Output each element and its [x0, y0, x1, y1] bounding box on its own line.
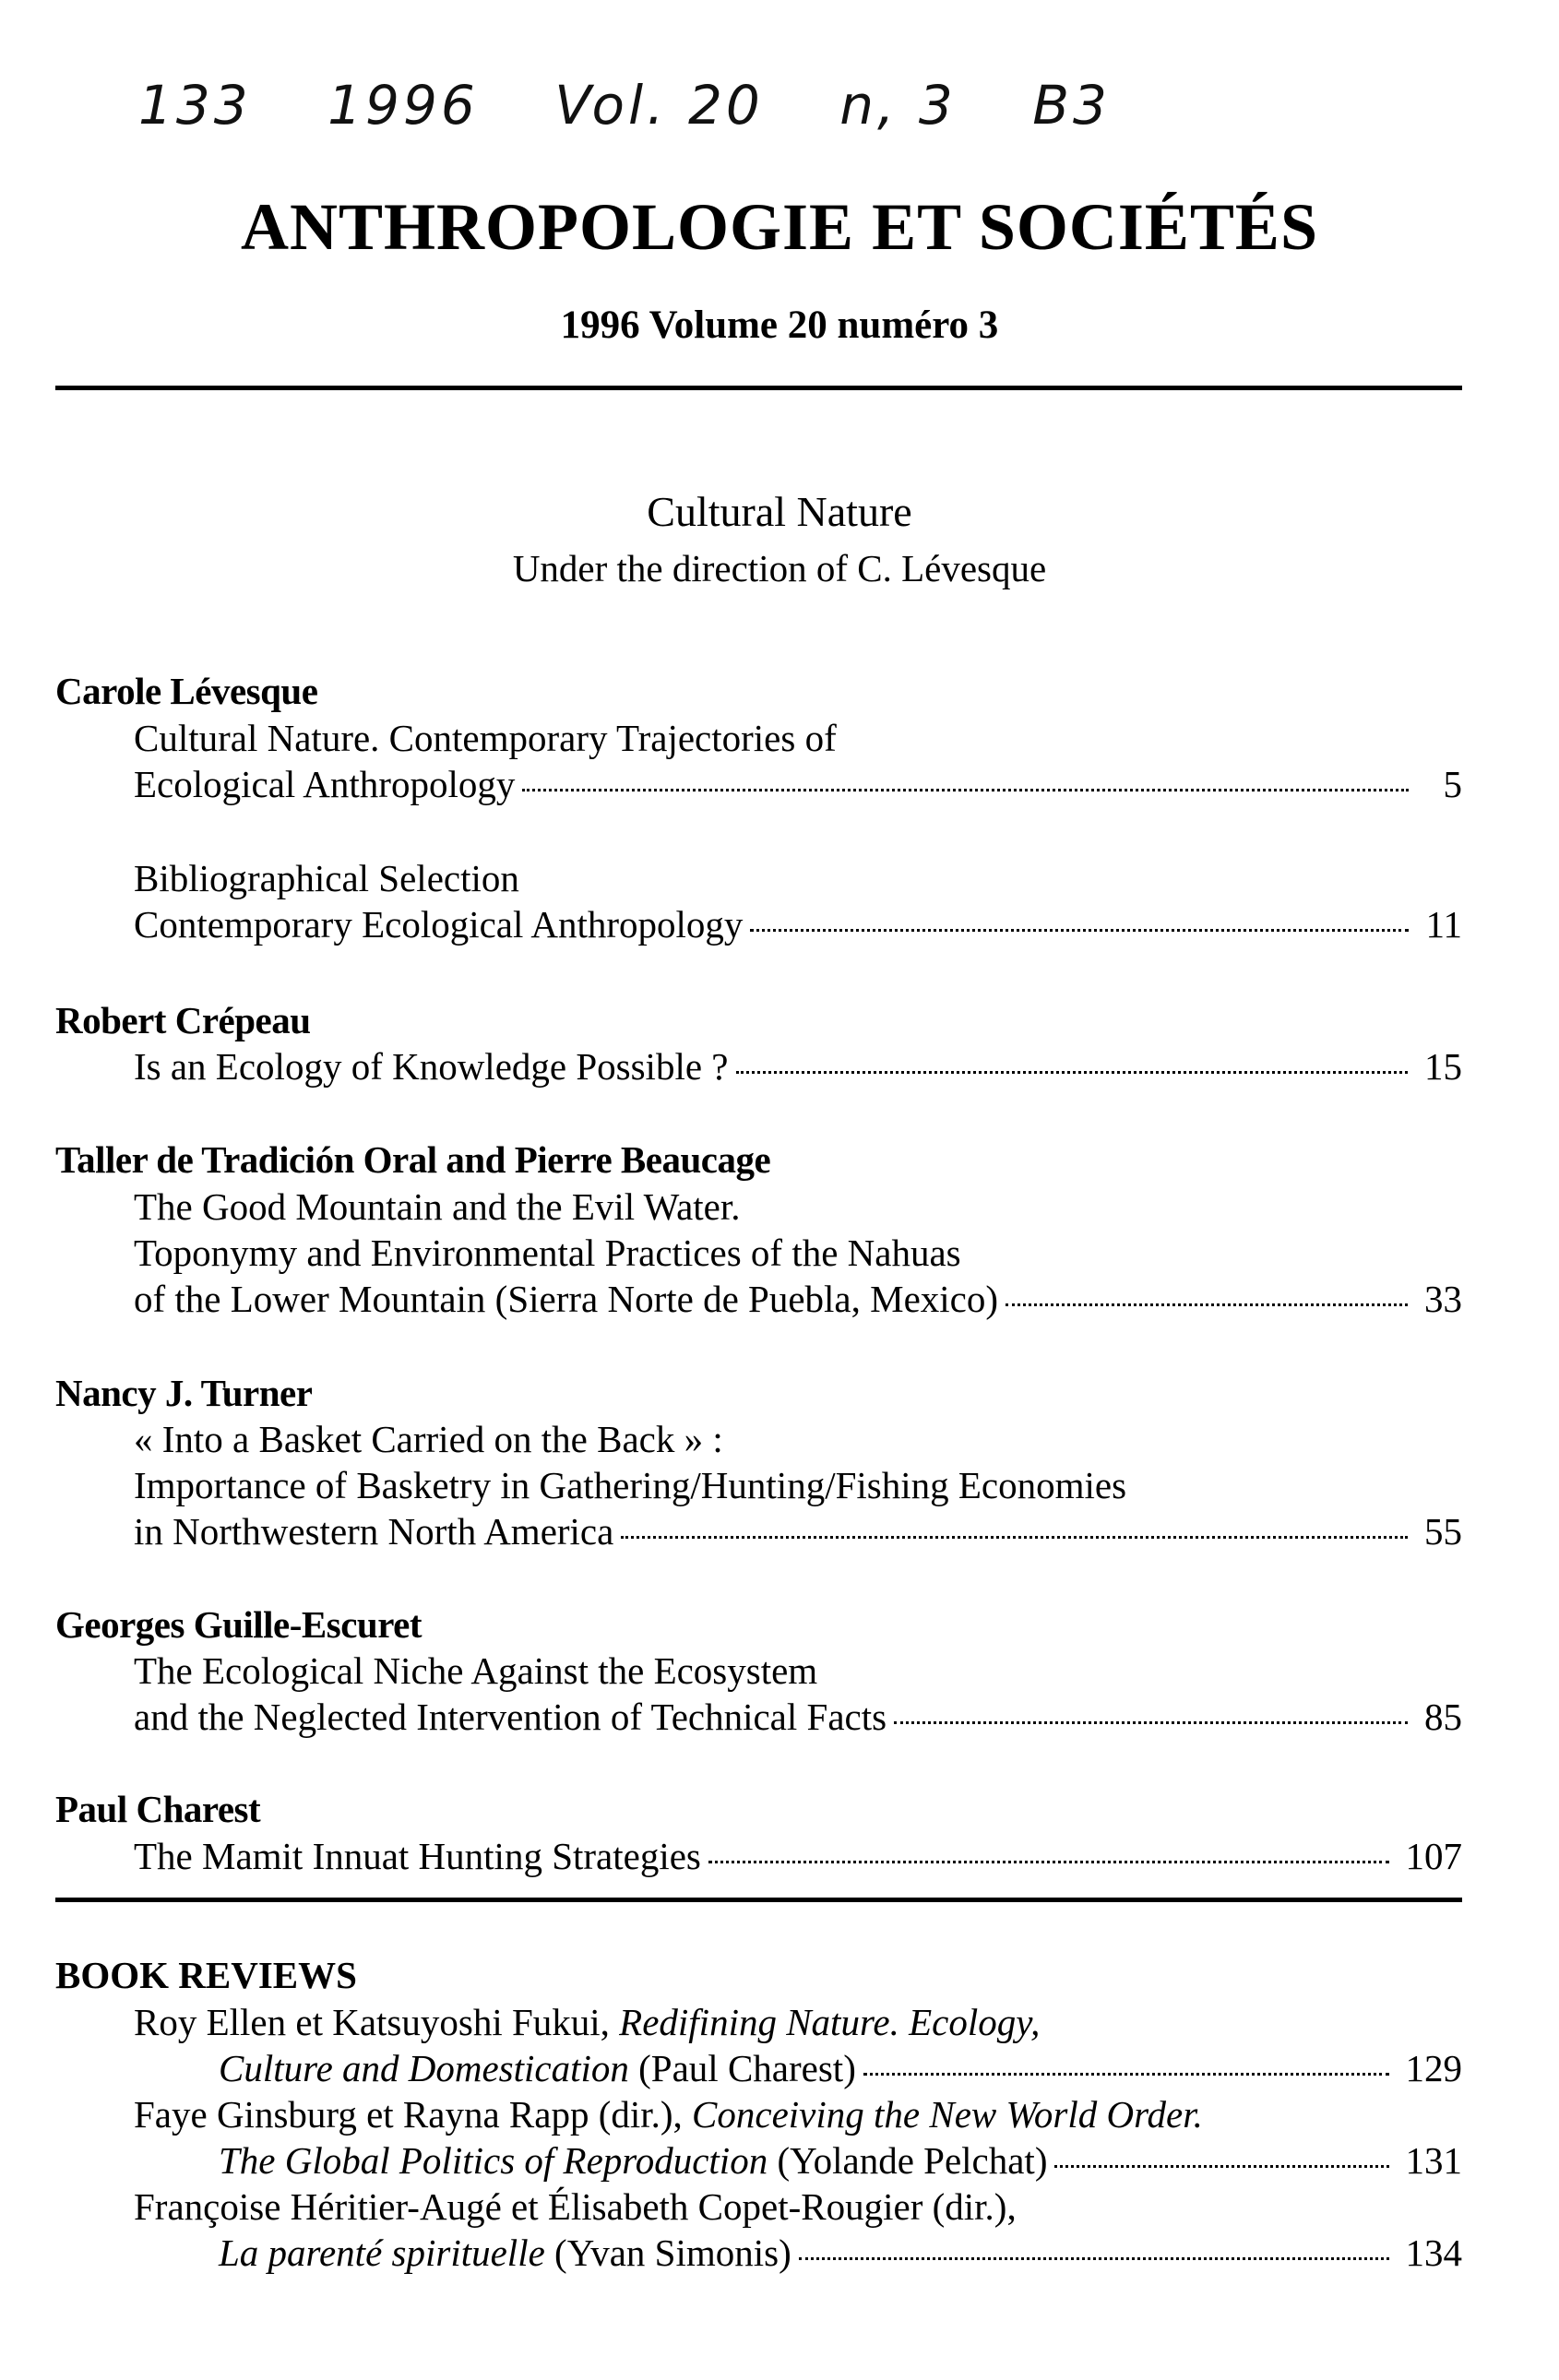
dot-leader — [736, 1071, 1409, 1074]
page-number: 15 — [1424, 1045, 1462, 1088]
review-line — [134, 2184, 1017, 2229]
dot-leader — [621, 1536, 1408, 1539]
toc-author: Carole Lévesque — [55, 670, 318, 712]
page-number: 33 — [1424, 1278, 1462, 1320]
journal-title: ANTHROPOLOGIE ET SOCIÉTÉS — [241, 190, 1318, 264]
toc-entry[interactable] — [134, 1695, 1462, 1743]
dot-leader — [708, 1861, 1389, 1863]
bottom-divider — [55, 1898, 1462, 1902]
dot-leader — [522, 789, 1409, 791]
toc-title-line: Ecological Anthropology — [134, 763, 516, 805]
handwritten-number: 133 — [138, 74, 252, 137]
toc-title-line: of the Lower Mountain (Sierra Norte de Puebla, Mexico) — [134, 1278, 999, 1320]
toc-title-line: Toponymy and Environmental Practices of the Nahuas — [134, 1232, 961, 1274]
handwritten-number-issue: n, 3 — [839, 74, 957, 137]
toc-title-line: The Good Mountain and the Evil Water. — [134, 1185, 741, 1228]
toc-entry[interactable] — [134, 1509, 1462, 1557]
toc-entry[interactable] — [134, 902, 1462, 950]
review-book-title: The Global Politics of Reproduction — [219, 2139, 768, 2182]
review-authors: Faye Ginsburg et Rayna Rapp (dir.), — [134, 2093, 693, 2136]
page-number: 85 — [1424, 1696, 1462, 1738]
issue-info: 1996 Volume 20 numéro 3 — [560, 303, 999, 347]
toc-entry[interactable] — [134, 1044, 1462, 1092]
handwritten-shelf: B3 — [1032, 74, 1111, 137]
page-number: 131 — [1405, 2139, 1462, 2182]
page-number: 55 — [1424, 1510, 1462, 1553]
toc-entry[interactable] — [134, 1834, 1462, 1882]
handwritten-catalog-note — [138, 74, 1522, 137]
page-number: 129 — [1405, 2047, 1462, 2089]
review-book-title: Redifining Nature. Ecology, — [619, 2001, 1041, 2043]
toc-title-line: and the Neglected Intervention of Technical Facts — [134, 1696, 887, 1738]
page-number: 11 — [1425, 903, 1462, 946]
review-authors: Françoise Héritier-Augé et Élisabeth Copet-Rougier (dir.), — [134, 2185, 1017, 2228]
toc-title-line: Contemporary Ecological Anthropology — [134, 903, 744, 946]
toc-author: Paul Charest — [55, 1788, 261, 1830]
theme-title: Cultural Nature — [647, 488, 912, 535]
theme-subtitle: Under the direction of C. Lévesque — [512, 547, 1047, 589]
toc-author: Robert Crépeau — [55, 999, 311, 1041]
review-entry[interactable] — [219, 2138, 1462, 2186]
reviewer: (Yolande Pelchat) — [768, 2139, 1048, 2182]
handwritten-volume: Vol. 20 — [554, 74, 764, 137]
dot-leader — [863, 2073, 1389, 2076]
review-authors: Roy Ellen et Katsuyoshi Fukui, — [134, 2001, 620, 2043]
review-book-title: La parenté spirituelle — [219, 2231, 545, 2274]
toc-title-line: The Ecological Niche Against the Ecosystem — [134, 1649, 818, 1692]
review-line — [134, 2000, 1040, 2044]
review-title-line — [219, 2046, 856, 2090]
reviewer: (Paul Charest) — [628, 2047, 856, 2089]
dot-leader — [1054, 2165, 1388, 2168]
toc-title-line: Is an Ecology of Knowledge Possible ? — [134, 1045, 729, 1088]
toc-author: Taller de Tradición Oral and Pierre Beaucage — [55, 1138, 771, 1181]
toc-title-line: Cultural Nature. Contemporary Trajectories of — [134, 717, 837, 759]
toc-title-line: Bibliographical Selection — [134, 857, 519, 899]
toc-author: Georges Guille-Escuret — [55, 1603, 422, 1646]
reviewer: (Yvan Simonis) — [544, 2231, 791, 2274]
review-book-title: Conceiving the New World Order. — [692, 2093, 1203, 2136]
review-entry[interactable] — [219, 2231, 1462, 2279]
toc-title-line: « Into a Basket Carried on the Back » : — [134, 1418, 723, 1460]
review-book-title: Culture and Domestication — [219, 2047, 629, 2089]
review-line — [134, 2092, 1203, 2136]
toc-title-line: Importance of Basketry in Gathering/Hunting/Fishing Economies — [134, 1464, 1127, 1506]
toc-entry[interactable] — [134, 762, 1462, 810]
toc-title-line: in Northwestern North America — [134, 1510, 614, 1553]
dot-leader — [799, 2257, 1389, 2260]
page-number: 134 — [1405, 2231, 1462, 2274]
review-title-line — [219, 2231, 791, 2275]
dot-leader — [894, 1721, 1408, 1724]
page-number: 107 — [1405, 1835, 1462, 1877]
toc-title-line: The Mamit Innuat Hunting Strategies — [134, 1835, 701, 1877]
handwritten-year: 1996 — [327, 74, 479, 137]
review-entry[interactable] — [219, 2046, 1462, 2094]
toc-entry[interactable] — [134, 1277, 1462, 1325]
toc-author: Nancy J. Turner — [55, 1372, 313, 1414]
page-number: 5 — [1443, 763, 1462, 805]
book-reviews-heading: BOOK REVIEWS — [55, 1954, 357, 1996]
dot-leader — [1006, 1303, 1408, 1306]
top-divider — [55, 386, 1462, 390]
dot-leader — [750, 929, 1409, 932]
review-title-line — [219, 2138, 1047, 2183]
